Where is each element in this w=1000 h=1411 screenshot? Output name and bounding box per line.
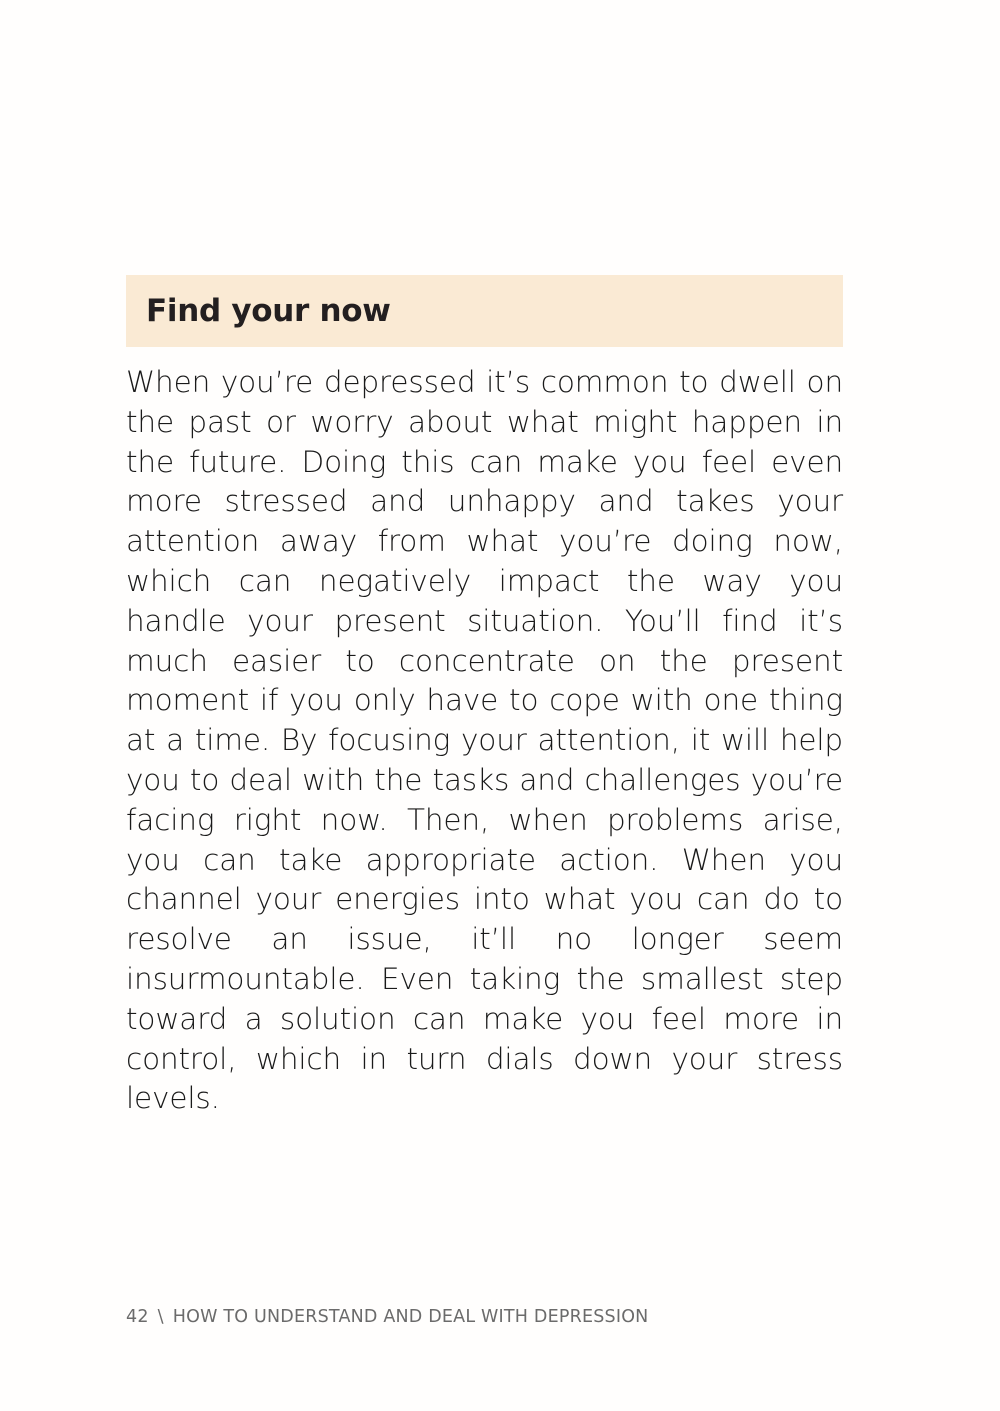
footer-page-number: 42 <box>126 1307 149 1327</box>
page-title: Find your now <box>146 292 391 329</box>
page-footer <box>126 1307 843 1327</box>
body-paragraph: When you’re depressed it’s common to dwell on the past or worry about what might happen in the future. Doing this can make you feel even more stressed and unhappy and takes your attention away from what you’re doing now, which can negatively impact the way you handle your present situation. You’ll find it’s much easier to concentrate on the present moment if you only have to cope with one thing at a time. By focusing your attention, it will help you to deal with the tasks and challenges you’re facing right now. Then, when problems arise, you can take appropriate action. When you channel your energies into what you can do to resolve an issue, it’ll no longer seem insurmountable. Even taking the smallest step toward a solution can make you feel more in control, which in turn dials down your stress levels. <box>126 365 843 1116</box>
section-heading-band <box>126 275 843 347</box>
footer-separator: \ <box>157 1307 164 1327</box>
footer-book-title: HOW TO UNDERSTAND AND DEAL WITH DEPRESSION <box>172 1307 649 1327</box>
